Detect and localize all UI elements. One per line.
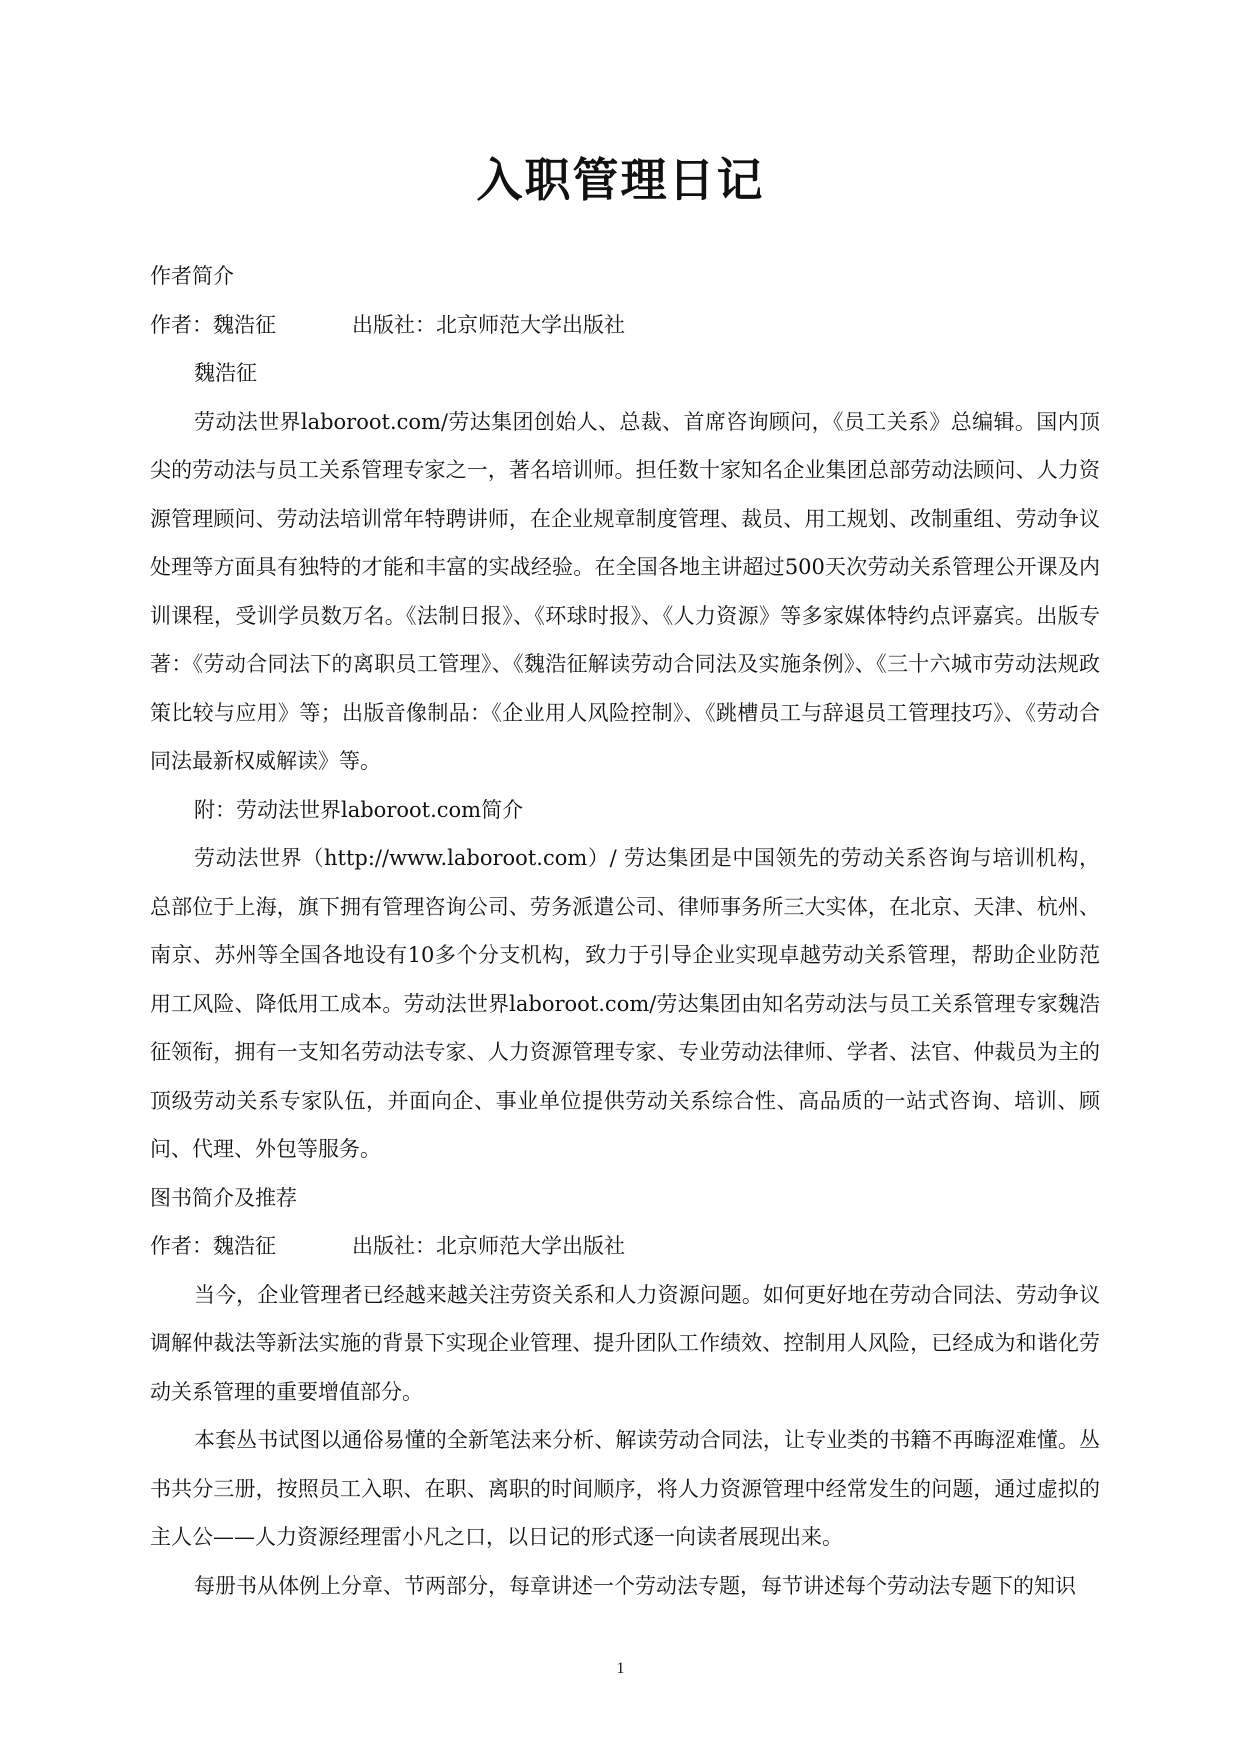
author-intro-heading: 作者简介 [150,264,234,288]
author-label: 作者：魏浩征 [150,1234,276,1258]
publisher-label: 出版社：北京师范大学出版社 [352,312,625,337]
book-intro-paragraph: 每册书从体例上分章、节两部分，每章讲述一个劳动法专题，每节讲述每个劳动法专题下的知识 [194,1573,1076,1598]
author-publisher-line [150,301,1100,350]
author-bio-paragraph: 劳动法世界laboroot.com/劳达集团创始人、总裁、首席咨询顾问，《员工关系》总编辑。国内顶尖的劳动法与员工关系管理专家之一，著名培训师。担任数十家知名企业集团总部劳动法顾问、人力资源管理顾问、劳动法培训常年特聘讲师，在企业规章制度管理、裁员、用工规划、改制重组、劳动争议处理等方面具有独特的才能和丰富的实战经验。在全国各地主讲超过500天次劳动关系管理公开课及内训课程，受训学员数万名。《法制日报》、《环球时报》、《人力资源》等多家媒体特约点评嘉宾。出版专著：《劳动合同法下的离职员工管理》、《魏浩征解读劳动合同法及实施条例》、《三十六城市劳动法规政策比较与应用》等；出版音像制品：《企业用人风险控制》、《跳槽员工与辞退员工管理技巧》、《劳动合同法最新权威解读》等。 [150,409,1100,773]
appendix-heading: 附：劳动法世界laboroot.com简介 [194,797,524,822]
document-title: 入职管理日记 [476,153,765,207]
appendix-paragraph: 劳动法世界（http://www.laboroot.com）/ 劳达集团是中国领先的劳动关系咨询与培训机构，总部位于上海，旗下拥有管理咨询公司、劳务派遣公司、律师事务所三大实体，在北京、天津、杭州、南京、苏州等全国各地设有10多个分支机构，致力于引导企业实现卓越劳动关系管理，帮助企业防范用工风险、降低用工成本。劳动法世界laboroot.com/劳达集团由知名劳动法与员工关系管理专家魏浩征领衔，拥有一支知名劳动法专家、人力资源管理专家、专业劳动法律师、学者、法官、仲裁员为主的顶级劳动关系专家队伍，并面向企、事业单位提供劳动关系综合性、高品质的一站式咨询、培训、顾问、代理、外包等服务。 [150,846,1100,1161]
document-body [150,252,1100,1610]
author-name: 魏浩征 [194,361,257,385]
page-number: 1 [616,1660,625,1677]
book-intro-heading: 图书简介及推荐 [150,1185,297,1210]
author-publisher-line [150,1222,1100,1271]
book-intro-paragraph: 本套丛书试图以通俗易懂的全新笔法来分析、解读劳动合同法，让专业类的书籍不再晦涩难懂。丛书共分三册，按照员工入职、在职、离职的时间顺序，将人力资源管理中经常发生的问题，通过虚拟的主人公——人力资源经理雷小凡之口，以日记的形式逐一向读者展现出来。 [150,1428,1100,1549]
publisher-label: 出版社：北京师范大学出版社 [352,1234,625,1258]
author-label: 作者：魏浩征 [150,312,276,337]
book-intro-paragraph: 当今，企业管理者已经越来越关注劳资关系和人力资源问题。如何更好地在劳动合同法、劳动争议调解仲裁法等新法实施的背景下实现企业管理、提升团队工作绩效、控制用人风险，已经成为和谐化劳动关系管理的重要增值部分。 [150,1282,1100,1404]
